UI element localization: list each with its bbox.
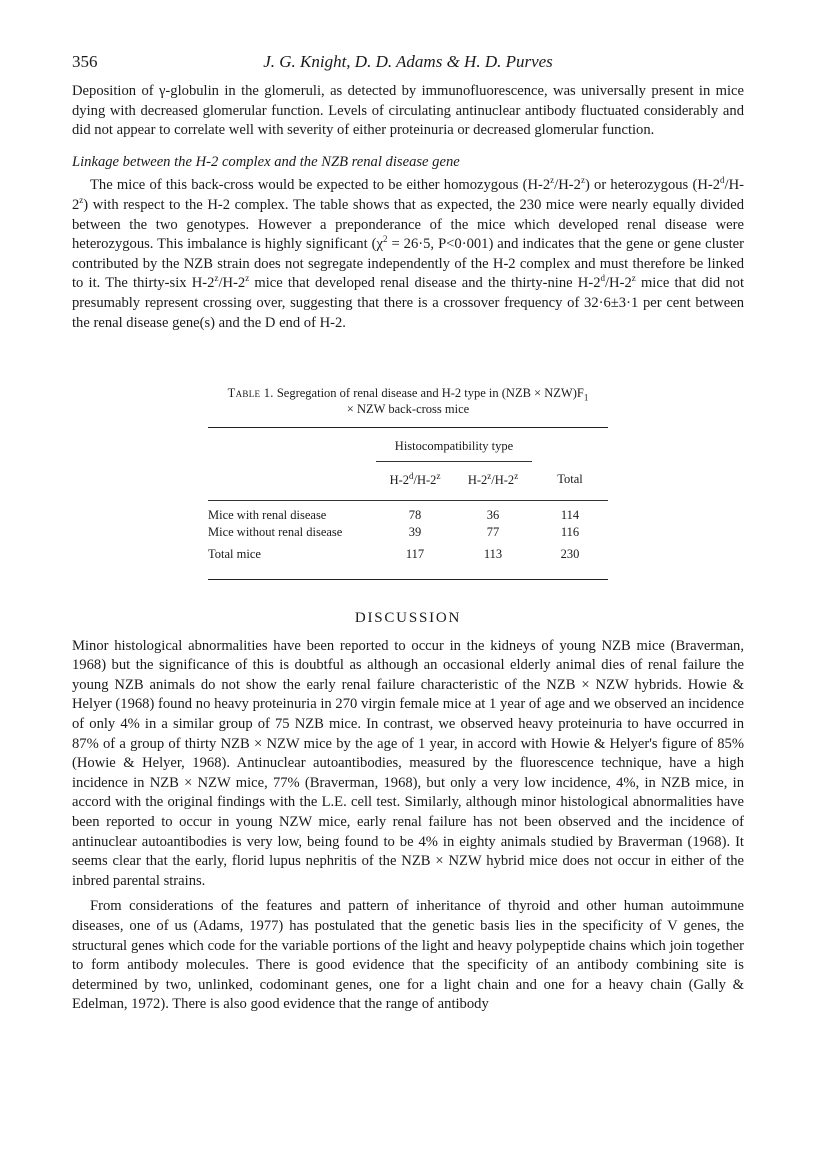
table-row: Mice with renal disease 78 36 114 — [208, 508, 580, 523]
paragraph-histology: Minor histological abnormalities have been reported to occur in the kidneys of young NZB mice (Braverman, 1968) but the significance of this is doubtful as although an occasional elderly animal dies of renal failure the young NZB animals do not show the early renal failure characteristic of the NZB × NZW hybrids. Howie & Helyer (1968) found no heavy proteinuria in 270 virgin female mice at 1 year of age and we observed an incidence of only 4% in a similar group of 75 NZB mice. In contrast, we observed heavy proteinuria to have occurred in 87% of a group of thirty NZB × NZW mice by the age of 1 year, in accord with Howie & Helyer's figure of 85% (Howie & Helyer, 1968). Antinuclear autoantibodies, measured by the fluorescence technique, have a high incidence in NZB × NZW mice, 77% (Braverman, 1968), but only a very low incidence, 4%, in NZB mice, in accord with the original findings with the L.E. cell test. Similarly, although minor histological abnormalities have been reported to occur in young NZW mice, early renal failure has not been observed and the incidence of antinuclear autoantibodies is very low, being found to be 4% in eighty animals studied by Braverman (1968). It seems clear that the early, florid lupus nephritis of the NZB × NZW hybrid mice does not occur in either of the inbred parental strains. — [72, 637, 744, 889]
paragraph-glomeruli: Deposition of γ-globulin in the glomeruli, as detected by immunofluorescence, was universally present in mice dying with decreased glomerular function. Levels of circulating antinuclear antibody fluctuated considerably and did not appear to correlate well with severity of either proteinuria or decreased glomerular function. — [72, 83, 744, 139]
paper-page — [72, 52, 744, 1015]
table-caption: Table 1. Segregation of renal disease and H-2 type in $(NZB \times NZW)F_1$ × NZW back-cross mice — [227, 386, 589, 417]
col-heterozygous: H-2$^d$/H-2$^z$ — [389, 470, 441, 487]
col-homozygous: H-2$^z$/H-2$^z$ — [467, 470, 519, 487]
table-row: Mice without renal disease 39 77 116 — [208, 524, 580, 539]
section-title-discussion: DISCUSSION — [354, 609, 462, 626]
table-row: Total mice 117 113 230 — [208, 546, 608, 579]
column-header-row — [208, 461, 608, 501]
histocompatibility-header: Histocompatibility type — [376, 428, 532, 461]
table-caption-label: Table 1. — [227, 386, 274, 401]
paragraph-linkage: The mice of this back-cross would be expected to be either homozygous (H-2$^z$/H-2$^z$) or heterozygous (H-2$^d$/H-2$^z$) with respect to the H-2 complex. The table shows that as expected, the 230 mice were nearly equally divided between the two genotypes. However a preponderance of the mice which developed renal disease were heterozygous. This imbalance is highly significant ($\chi^2 = 26\cdot 5$, P<0·001) and indicates that the gene or gene cluster contributed by the NZB strain does not segregate independently of the H-2 complex and must therefore be linked to it. The thirty-six H-2$^z$/H-2$^z$ mice that developed renal disease and the thirty-nine H-2$^d$/H-2$^z$ mice that did not presumably represent crossing over, suggesting that there is a crossover frequency of 32·6±3·1 per cent between the renal disease gene(s) and the D end of H-2. — [72, 175, 745, 331]
segregation-table — [208, 427, 608, 580]
running-header — [72, 52, 744, 72]
running-authors: J. G. Knight, D. D. Adams & H. D. Purves — [263, 52, 553, 71]
col-total: Total — [557, 472, 583, 487]
page-number: 356 — [72, 52, 98, 71]
subsection-heading: Linkage between the H-2 complex and the NZB renal disease gene — [72, 153, 460, 170]
paragraph-v-genes: From considerations of the features and pattern of inheritance of thyroid and other human autoimmune diseases, one of us (Adams, 1977) has postulated that the genetic basis lies in the specificity of V genes, the structural genes which code for the variable portions of the light and heavy polypeptide chains which join together to form antibody molecules. There is good evidence that the specificity of an antibody combining site is determined by two, unlinked, codominant genes, one for a light chain and one for a heavy chain (Gally & Edelman, 1972). There is also good evidence that the range of antibody — [72, 898, 744, 1013]
